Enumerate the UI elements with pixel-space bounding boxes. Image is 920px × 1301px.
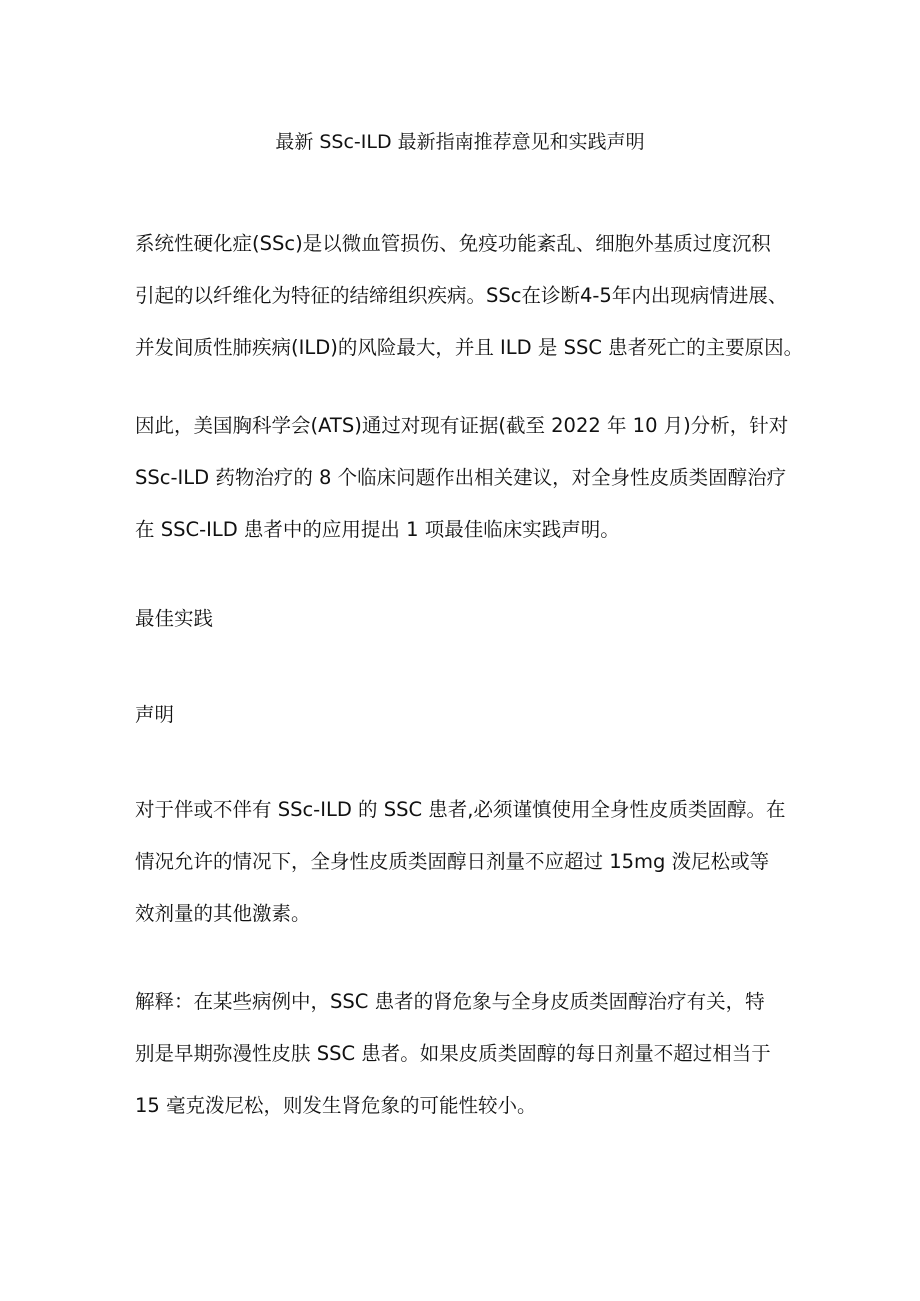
ats-line: SSc-ILD 药物治疗的 8 个临床问题作出相关建议，对全身性皮质类固醇治疗 [135,466,787,489]
explanation-paragraph [135,976,795,1132]
explanation-line: 别是早期弥漫性皮肤 SSC 患者。如果皮质类固醇的每日剂量不超过相当于 [135,1042,771,1065]
explanation-line: 解释：在某些病例中，SSC 患者的肾危象与全身皮质类固醇治疗有关，特 [135,990,765,1013]
ats-line: 因此，美国胸科学会(ATS)通过对现有证据(截至 2022 年 10 月)分析，针对 [135,414,789,437]
document-title: 最新 SSc-ILD 最新指南推荐意见和实践声明 [275,131,645,153]
intro-paragraph [135,218,804,374]
best-practice-heading: 最佳实践 [135,607,214,630]
ats-paragraph [135,400,795,556]
ats-line: 在 SSC-ILD 患者中的应用提出 1 项最佳临床实践声明。 [135,518,620,541]
statement-line: 情况允许的情况下，全身性皮质类固醇日剂量不应超过 15mg 泼尼松或等 [135,850,770,873]
statement-heading: 声明 [135,703,175,726]
statement-paragraph [135,784,795,940]
intro-line: 并发间质性肺疾病(ILD)的风险最大，并且 ILD 是 SSC 患者死亡的主要原因。 [135,336,804,359]
statement-line: 对于伴或不伴有 SSc-ILD 的 SSC 患者,必须谨慎使用全身性皮质类固醇。在 [135,798,786,821]
intro-line: 引起的以纤维化为特征的结缔组织疾病。SSc在诊断4-5年内出现病情进展、 [135,284,788,307]
statement-line: 效剂量的其他激素。 [135,902,311,925]
intro-line: 系统性硬化症(SSc)是以微血管损伤、免疫功能紊乱、细胞外基质过度沉积 [135,232,771,255]
explanation-line: 15 毫克泼尼松，则发生肾危象的可能性较小。 [135,1094,537,1117]
